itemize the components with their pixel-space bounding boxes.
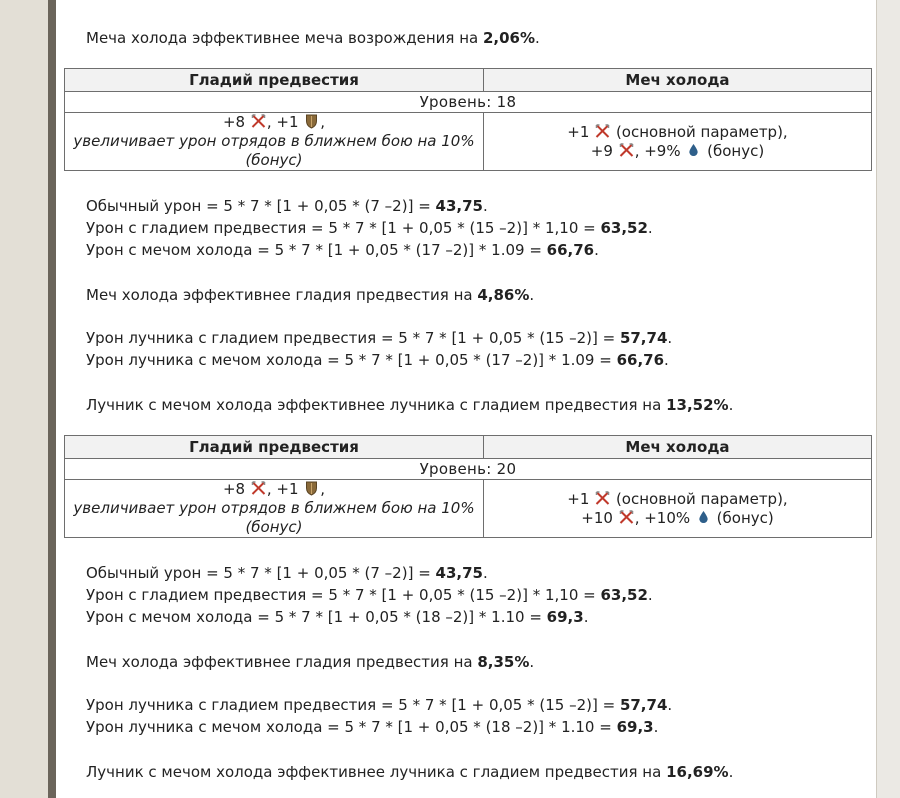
gladius-effects-cell: +8 , +1 , увеличивает урон отрядов в ближнем бою на 10% (бонус) xyxy=(65,113,484,171)
frost-sword-effects-cell: +1 (основной параметр), +10 , +10% (бонус) xyxy=(484,480,872,538)
page-left-margin xyxy=(0,0,49,798)
calc-line: Обычный урон = 5 * 7 * [1 + 0,05 * (7 –2)] = 43,75. xyxy=(86,197,488,215)
shield-icon xyxy=(303,480,320,496)
comparison-line: Меч холода эффективнее гладия предвестия на 4,86%. xyxy=(86,286,535,304)
crossed-swords-icon xyxy=(250,113,267,129)
comparison-line: Лучник с мечом холода эффективнее лучника с гладием предвестия на 13,52%. xyxy=(86,396,734,414)
calc-line: Урон лучника с мечом холода = 5 * 7 * [1 + 0,05 * (18 –2)] * 1.10 = 69,3. xyxy=(86,718,659,736)
page-right-margin xyxy=(876,0,900,798)
crossed-swords-icon xyxy=(618,509,635,525)
table-header-gladius: Гладий предвестия xyxy=(65,69,484,92)
calc-line: Урон лучника с гладием предвестия = 5 * 7 * [1 + 0,05 * (15 –2)] = 57,74. xyxy=(86,696,673,714)
calc-line: Урон лучника с мечом холода = 5 * 7 * [1 + 0,05 * (17 –2)] * 1.09 = 66,76. xyxy=(86,351,669,369)
table-level-row: Уровень: 18 xyxy=(65,92,872,113)
shield-icon xyxy=(303,113,320,129)
comparison-table-level-20 xyxy=(64,435,872,538)
blue-drop-icon xyxy=(695,509,712,525)
blue-drop-icon xyxy=(685,142,702,158)
crossed-swords-icon xyxy=(618,142,635,158)
calc-line: Обычный урон = 5 * 7 * [1 + 0,05 * (7 –2)] = 43,75. xyxy=(86,564,488,582)
calc-line: Урон с мечом холода = 5 * 7 * [1 + 0,05 * (18 –2)] * 1.10 = 69,3. xyxy=(86,608,589,626)
comparison-table-level-18 xyxy=(64,68,872,171)
page-left-border xyxy=(48,0,56,798)
table-header-frost-sword: Меч холода xyxy=(484,69,872,92)
frost-sword-effects-cell: +1 (основной параметр), +9 , +9% (бонус) xyxy=(484,113,872,171)
article-content xyxy=(56,0,876,798)
comparison-line: Меч холода эффективнее гладия предвестия на 8,35%. xyxy=(86,653,535,671)
table-header-frost-sword: Меч холода xyxy=(484,436,872,459)
calc-line: Урон с гладием предвестия = 5 * 7 * [1 + 0,05 * (15 –2)] * 1,10 = 63,52. xyxy=(86,219,653,237)
table-level-row: Уровень: 20 xyxy=(65,459,872,480)
calc-line: Урон лучника с гладием предвестия = 5 * 7 * [1 + 0,05 * (15 –2)] = 57,74. xyxy=(86,329,673,347)
crossed-swords-icon xyxy=(594,123,611,139)
summary-line: Меча холода эффективнее меча возрождения на 2,06%. xyxy=(86,29,540,47)
crossed-swords-icon xyxy=(594,490,611,506)
gladius-effects-cell: +8 , +1 , увеличивает урон отрядов в ближнем бою на 10% (бонус) xyxy=(65,480,484,538)
calc-line: Урон с гладием предвестия = 5 * 7 * [1 + 0,05 * (15 –2)] * 1,10 = 63,52. xyxy=(86,586,653,604)
calc-line: Урон с мечом холода = 5 * 7 * [1 + 0,05 * (17 –2)] * 1.09 = 66,76. xyxy=(86,241,599,259)
comparison-line: Лучник с мечом холода эффективнее лучника с гладием предвестия на 16,69%. xyxy=(86,763,734,781)
crossed-swords-icon xyxy=(250,480,267,496)
table-header-gladius: Гладий предвестия xyxy=(65,436,484,459)
